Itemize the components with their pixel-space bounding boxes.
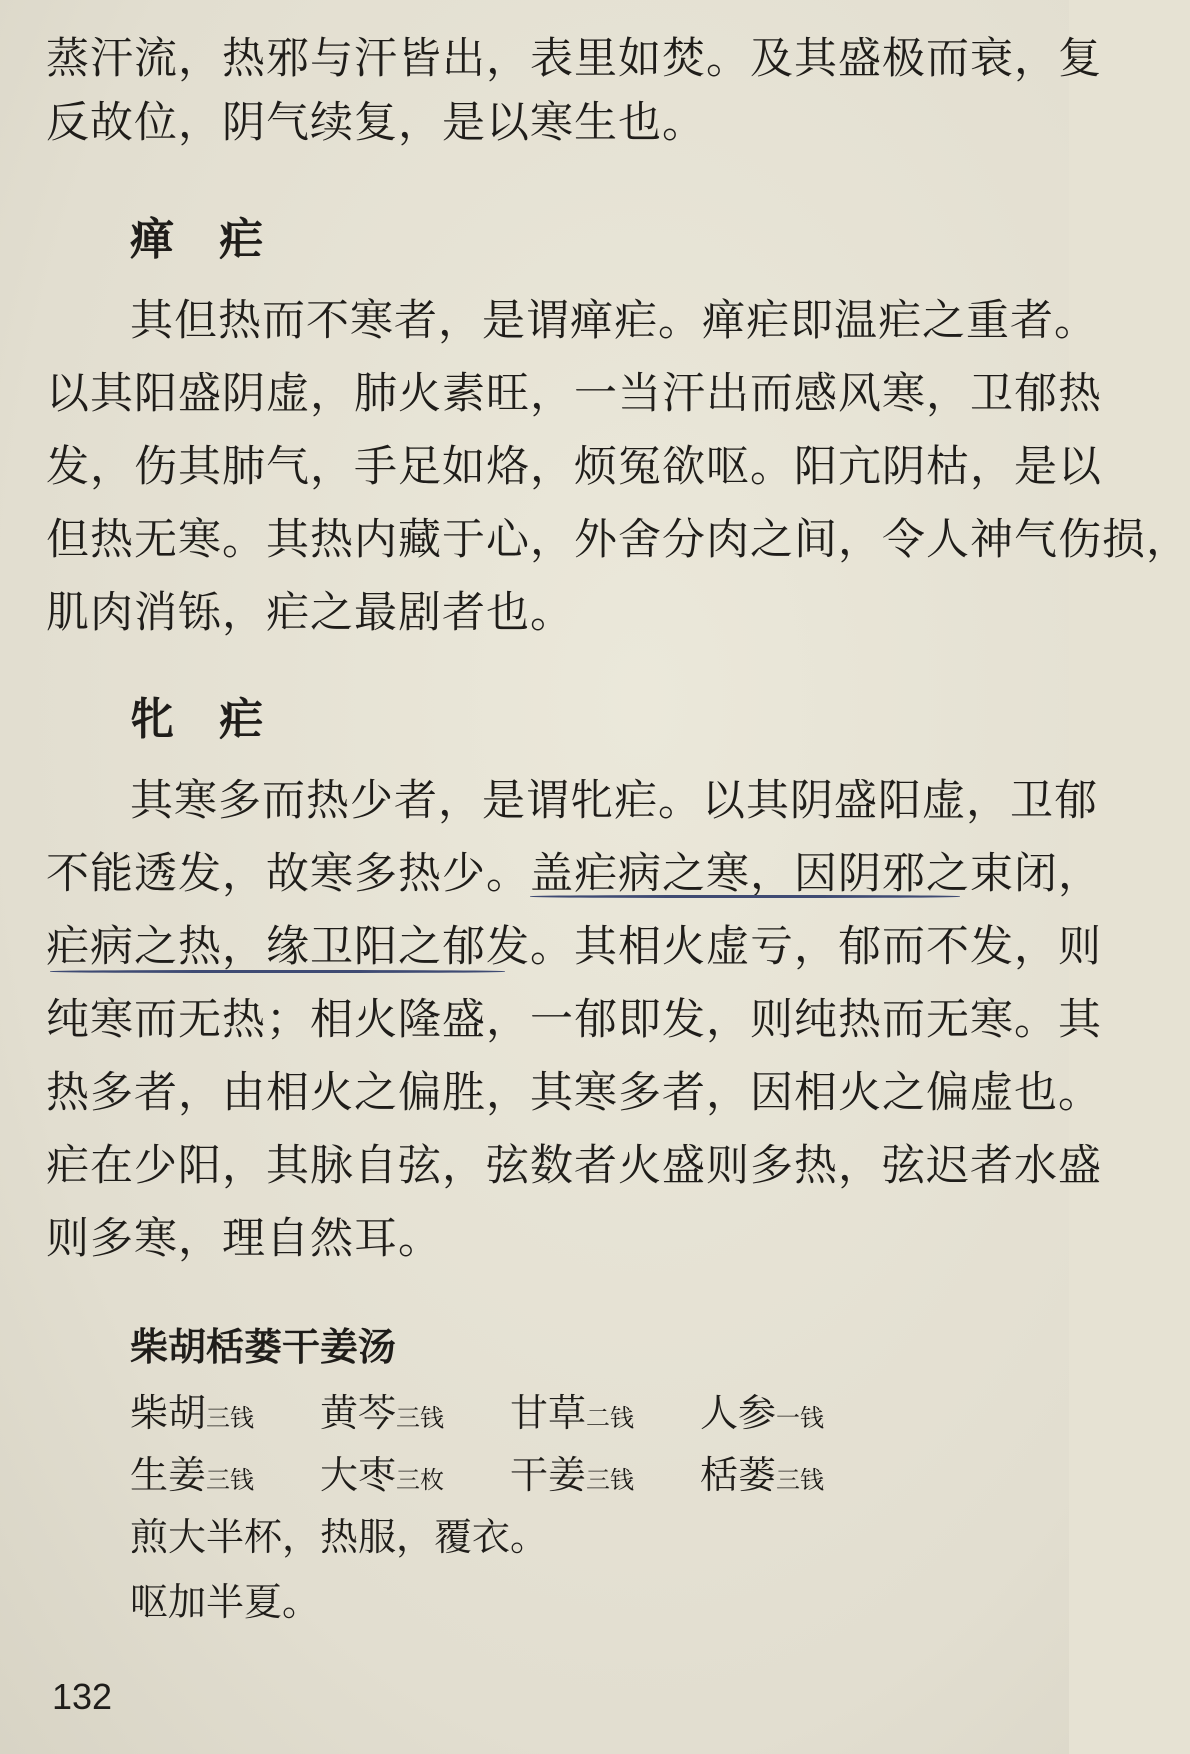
heading-char: 疟 xyxy=(219,214,264,265)
herb-item: 人参一钱 xyxy=(700,1391,825,1435)
text-line: 其寒多而热少者，是谓牝疟。以其阴盛阳虚，卫郁 xyxy=(130,776,1098,826)
herb-item: 大枣三枚 xyxy=(320,1453,445,1497)
text-line: 热多者，由相火之偏胜，其寒多者，因相火之偏虚也。 xyxy=(46,1068,1102,1118)
herb-item: 柴胡三钱 xyxy=(130,1391,255,1435)
text-line: 反故位，阴气续复，是以寒生也。 xyxy=(46,98,706,148)
text-line: 发，伤其肺气，手足如烙，烦冤欲呕。阳亢阴枯，是以 xyxy=(46,442,1102,492)
prescription-row xyxy=(130,1444,890,1499)
text-line: 不能透发，故寒多热少。盖疟病之寒，因阴邪之束闭， xyxy=(46,849,1102,899)
text-line: 以其阳盛阴虚，肺火素旺，一当汗出而感风寒，卫郁热 xyxy=(46,369,1102,419)
text-line: 疟在少阳，其脉自弦，弦数者火盛则多热，弦迟者水盛 xyxy=(46,1141,1102,1191)
modification-note: 呕加半夏。 xyxy=(130,1580,321,1624)
text-line: 疟病之热，缘卫阳之郁发。其相火虚亏，郁而不发，则 xyxy=(46,922,1102,972)
herb-item: 甘草二钱 xyxy=(510,1391,635,1435)
pen-underline xyxy=(50,970,505,973)
prescription-row xyxy=(130,1382,890,1437)
section-heading-dan-nue xyxy=(130,203,264,267)
text-line: 其但热而不寒者，是谓瘅疟。瘅疟即温疟之重者。 xyxy=(130,296,1098,346)
prescription-title: 柴胡栝蒌干姜汤 xyxy=(130,1324,397,1369)
preparation-note: 煎大半杯，热服，覆衣。 xyxy=(130,1515,549,1559)
heading-char: 瘅 xyxy=(130,214,175,265)
text-line: 则多寒，理自然耳。 xyxy=(46,1214,442,1264)
herb-item: 干姜三钱 xyxy=(510,1453,635,1497)
herb-item: 生姜三钱 xyxy=(130,1453,255,1497)
herb-item: 栝蒌三钱 xyxy=(700,1453,825,1497)
heading-char: 牝 xyxy=(130,694,175,745)
section-heading-pin-nue xyxy=(130,683,264,747)
text-line: 纯寒而无热；相火隆盛，一郁即发，则纯热而无寒。其 xyxy=(46,995,1102,1045)
text-line: 但热无寒。其热内藏于心，外舍分肉之间，令人神气伤损， xyxy=(46,515,1190,565)
pen-underline xyxy=(530,895,960,898)
heading-char: 疟 xyxy=(219,694,264,745)
herb-item: 黄芩三钱 xyxy=(320,1391,445,1435)
text-line: 肌肉消铄，疟之最剧者也。 xyxy=(46,588,574,638)
text-line: 蒸汗流，热邪与汗皆出，表里如焚。及其盛极而衰，复 xyxy=(46,34,1102,84)
page-number: 132 xyxy=(52,1676,113,1717)
